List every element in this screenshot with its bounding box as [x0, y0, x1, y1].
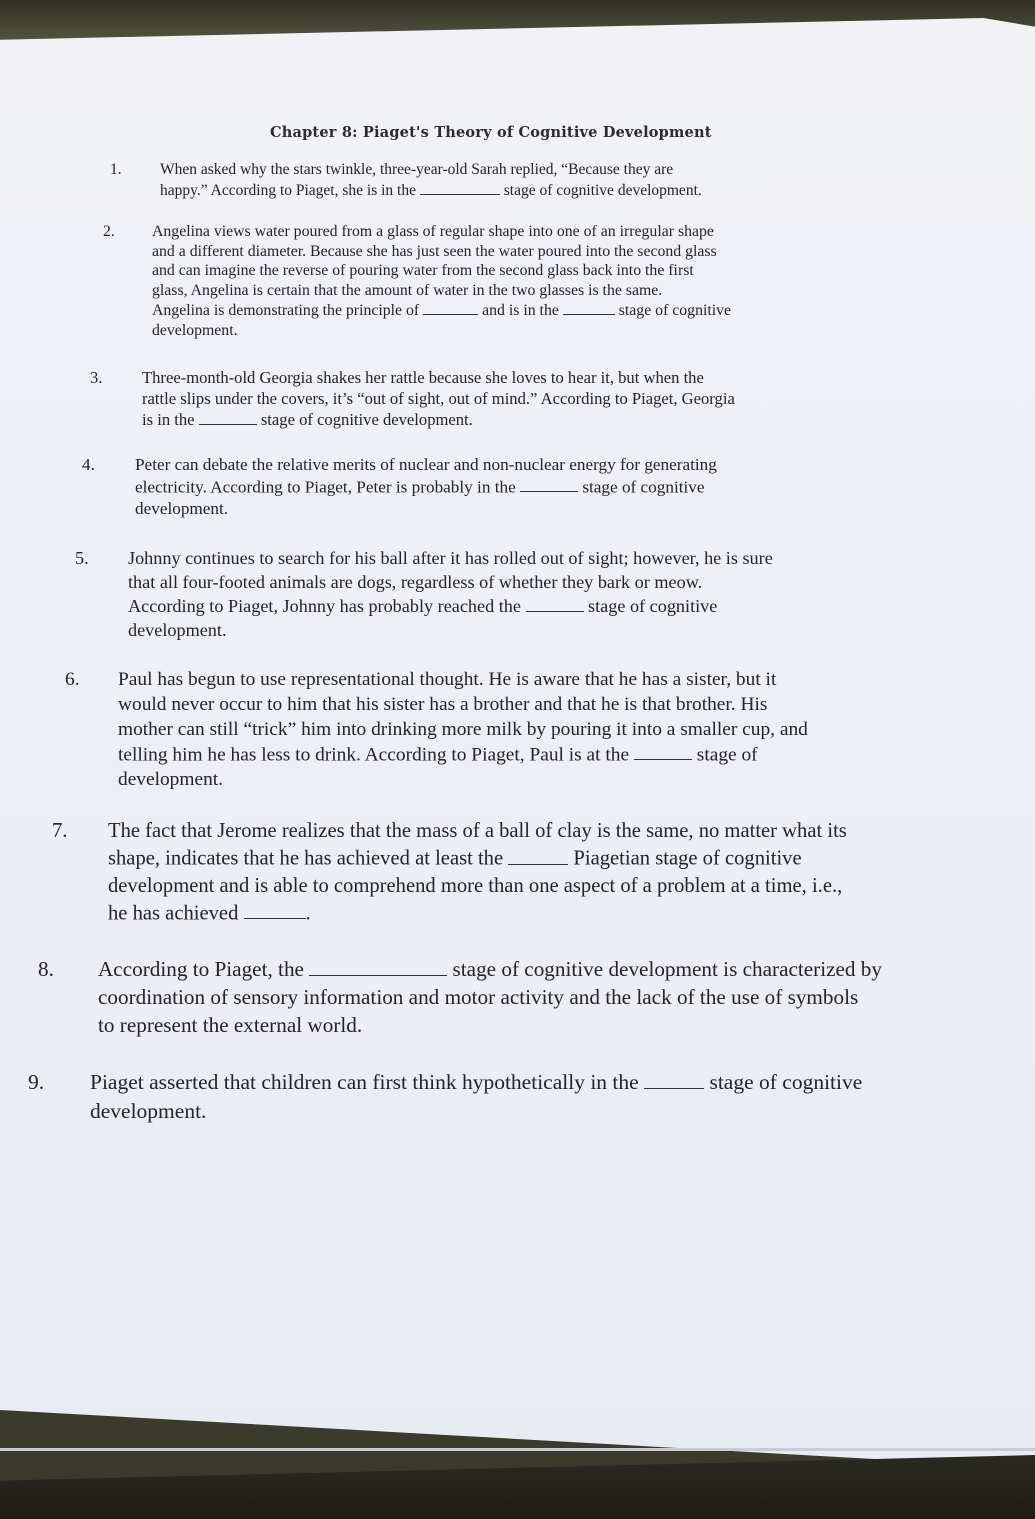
answer-blank[interactable]	[508, 845, 568, 865]
question-line	[152, 300, 731, 321]
text-segment: glass, Angelina is certain that the amount of water in the two glasses is the same.	[152, 281, 663, 299]
question-text	[152, 222, 731, 340]
text-segment: development.	[152, 321, 238, 339]
text-segment: and a different diameter. Because she has just seen the water poured into the second glass	[152, 242, 717, 260]
question-line	[108, 873, 847, 900]
question-text	[135, 454, 717, 520]
text-segment: stage of cognitive	[614, 302, 732, 320]
text-segment: stage of cognitive	[583, 596, 718, 616]
question-number: 4.	[82, 455, 95, 474]
text-segment: According to Piaget, the	[98, 957, 310, 981]
answer-blank[interactable]	[420, 180, 500, 195]
question-line	[118, 767, 808, 792]
question-line	[152, 281, 731, 301]
text-segment: stage of cognitive development.	[256, 410, 473, 429]
question-line	[135, 498, 717, 520]
question-text	[98, 955, 882, 1039]
text-segment: telling him he has less to drink. According to Piaget, Paul is at the	[118, 744, 634, 766]
answer-blank[interactable]	[644, 1069, 704, 1089]
question-line	[152, 222, 731, 242]
question-text	[118, 667, 808, 792]
text-segment: electricity. According to Piaget, Peter is probably in the	[135, 477, 521, 497]
text-segment: development.	[118, 769, 224, 791]
question-text	[108, 818, 847, 927]
question-number: 7.	[52, 820, 68, 842]
text-segment: The fact that Jerome realizes that the mass of a ball of clay is the same, no matter what its	[108, 820, 847, 842]
question-number: 5.	[75, 548, 89, 568]
text-segment: Three-month-old Georgia shakes her rattle because she loves to hear it, but when the	[142, 368, 704, 387]
answer-blank[interactable]	[563, 300, 615, 315]
question-number: 8.	[38, 957, 54, 981]
text-segment: mother can still “trick” him into drinking more milk by pouring it into a smaller cup, and	[118, 719, 808, 740]
answer-blank[interactable]	[526, 595, 584, 612]
question-line	[128, 618, 773, 642]
text-segment: Angelina is demonstrating the principle of	[152, 302, 424, 320]
text-segment: stage of cognitive development.	[499, 181, 702, 199]
text-segment: According to Piaget, Johnny has probably reached the	[128, 596, 526, 616]
question-line	[128, 546, 773, 570]
text-segment: Peter can debate the relative merits of nuclear and non-nuclear energy for generating	[135, 455, 717, 474]
question-line	[142, 367, 735, 388]
text-segment: stage of	[691, 744, 758, 766]
question-number: 6.	[65, 669, 80, 690]
text-segment: would never occur to him that his sister has a brother and that he is that brother. His	[118, 694, 768, 715]
text-segment: and is in the	[478, 302, 563, 320]
question-text	[160, 160, 702, 201]
answer-blank[interactable]	[244, 900, 306, 920]
text-segment: When asked why the stars twinkle, three-year-old Sarah replied, “Because they are	[160, 161, 674, 178]
question-number: 3.	[90, 368, 103, 387]
text-segment: Angelina views water poured from a glass of regular shape into one of an irregular shape	[152, 223, 714, 240]
question-line	[108, 900, 847, 928]
text-segment: development and is able to comprehend more than one aspect of a problem at a time, i.e.,	[108, 874, 843, 897]
question-line	[135, 476, 717, 498]
text-segment: he has achieved	[108, 902, 244, 925]
text-segment: .	[305, 902, 311, 925]
text-segment: to represent the external world.	[98, 1013, 363, 1037]
question-line	[90, 1097, 862, 1126]
question-number: 1.	[110, 161, 122, 178]
text-segment: Piaget asserted that children can first think hypothetically in the	[90, 1070, 645, 1094]
text-segment: Johnny continues to search for his ball after it has rolled out of sight; however, he is sure	[128, 548, 773, 568]
answer-blank[interactable]	[634, 742, 692, 760]
question-number: 2.	[103, 223, 115, 240]
question-line	[142, 388, 735, 409]
text-segment: stage of cognitive development is characterized by	[447, 957, 882, 981]
question-line	[135, 454, 717, 476]
question-line	[118, 692, 808, 717]
text-segment: development.	[128, 620, 227, 640]
question-text	[128, 546, 773, 642]
question-line	[118, 717, 808, 742]
question-line	[152, 261, 731, 281]
text-segment: stage of cognitive	[578, 477, 705, 497]
text-segment: development.	[135, 499, 229, 519]
question-line	[160, 160, 702, 180]
question-line	[108, 845, 847, 873]
text-segment: that all four-footed animals are dogs, regardless of whether they bark or meow.	[128, 572, 703, 592]
text-segment: shape, indicates that he has achieved at least the	[108, 847, 509, 870]
question-line	[98, 983, 882, 1011]
question-line	[128, 570, 773, 594]
question-line	[108, 818, 847, 845]
question-line	[152, 321, 731, 341]
question-line	[142, 409, 735, 430]
text-segment: and can imagine the reverse of pouring water from the second glass back into the first	[152, 262, 694, 279]
question-text	[90, 1068, 862, 1126]
question-line	[160, 180, 702, 201]
table-shadow	[0, 1455, 1035, 1519]
question-line	[98, 955, 882, 983]
page-title: Chapter 8: Piaget's Theory of Cognitive Development	[270, 124, 712, 141]
question-line	[118, 667, 808, 692]
question-line	[118, 742, 808, 767]
page-edge	[0, 1448, 1035, 1451]
text-segment: development.	[90, 1099, 207, 1123]
text-segment: coordination of sensory information and motor activity and the lack of the use of symbols	[98, 985, 859, 1009]
text-segment: Paul has begun to use representational thought. He is aware that he has a sister, but it	[118, 669, 777, 690]
text-segment: rattle slips under the covers, it’s “out of sight, out of mind.” According to Piaget, Georgia	[142, 389, 735, 408]
question-line	[90, 1068, 862, 1097]
answer-blank[interactable]	[520, 476, 578, 492]
text-segment: is in the	[142, 410, 199, 429]
answer-blank[interactable]	[199, 409, 257, 425]
question-line	[98, 1011, 882, 1039]
question-line	[152, 242, 731, 262]
question-number: 9.	[28, 1070, 45, 1094]
text-segment: stage of cognitive	[704, 1070, 863, 1094]
question-text	[142, 367, 735, 430]
question-line	[128, 594, 773, 618]
answer-blank[interactable]	[309, 956, 447, 976]
text-segment: happy.” According to Piaget, she is in the	[160, 181, 420, 199]
answer-blank[interactable]	[423, 300, 478, 315]
text-segment: Piagetian stage of cognitive	[568, 847, 802, 870]
